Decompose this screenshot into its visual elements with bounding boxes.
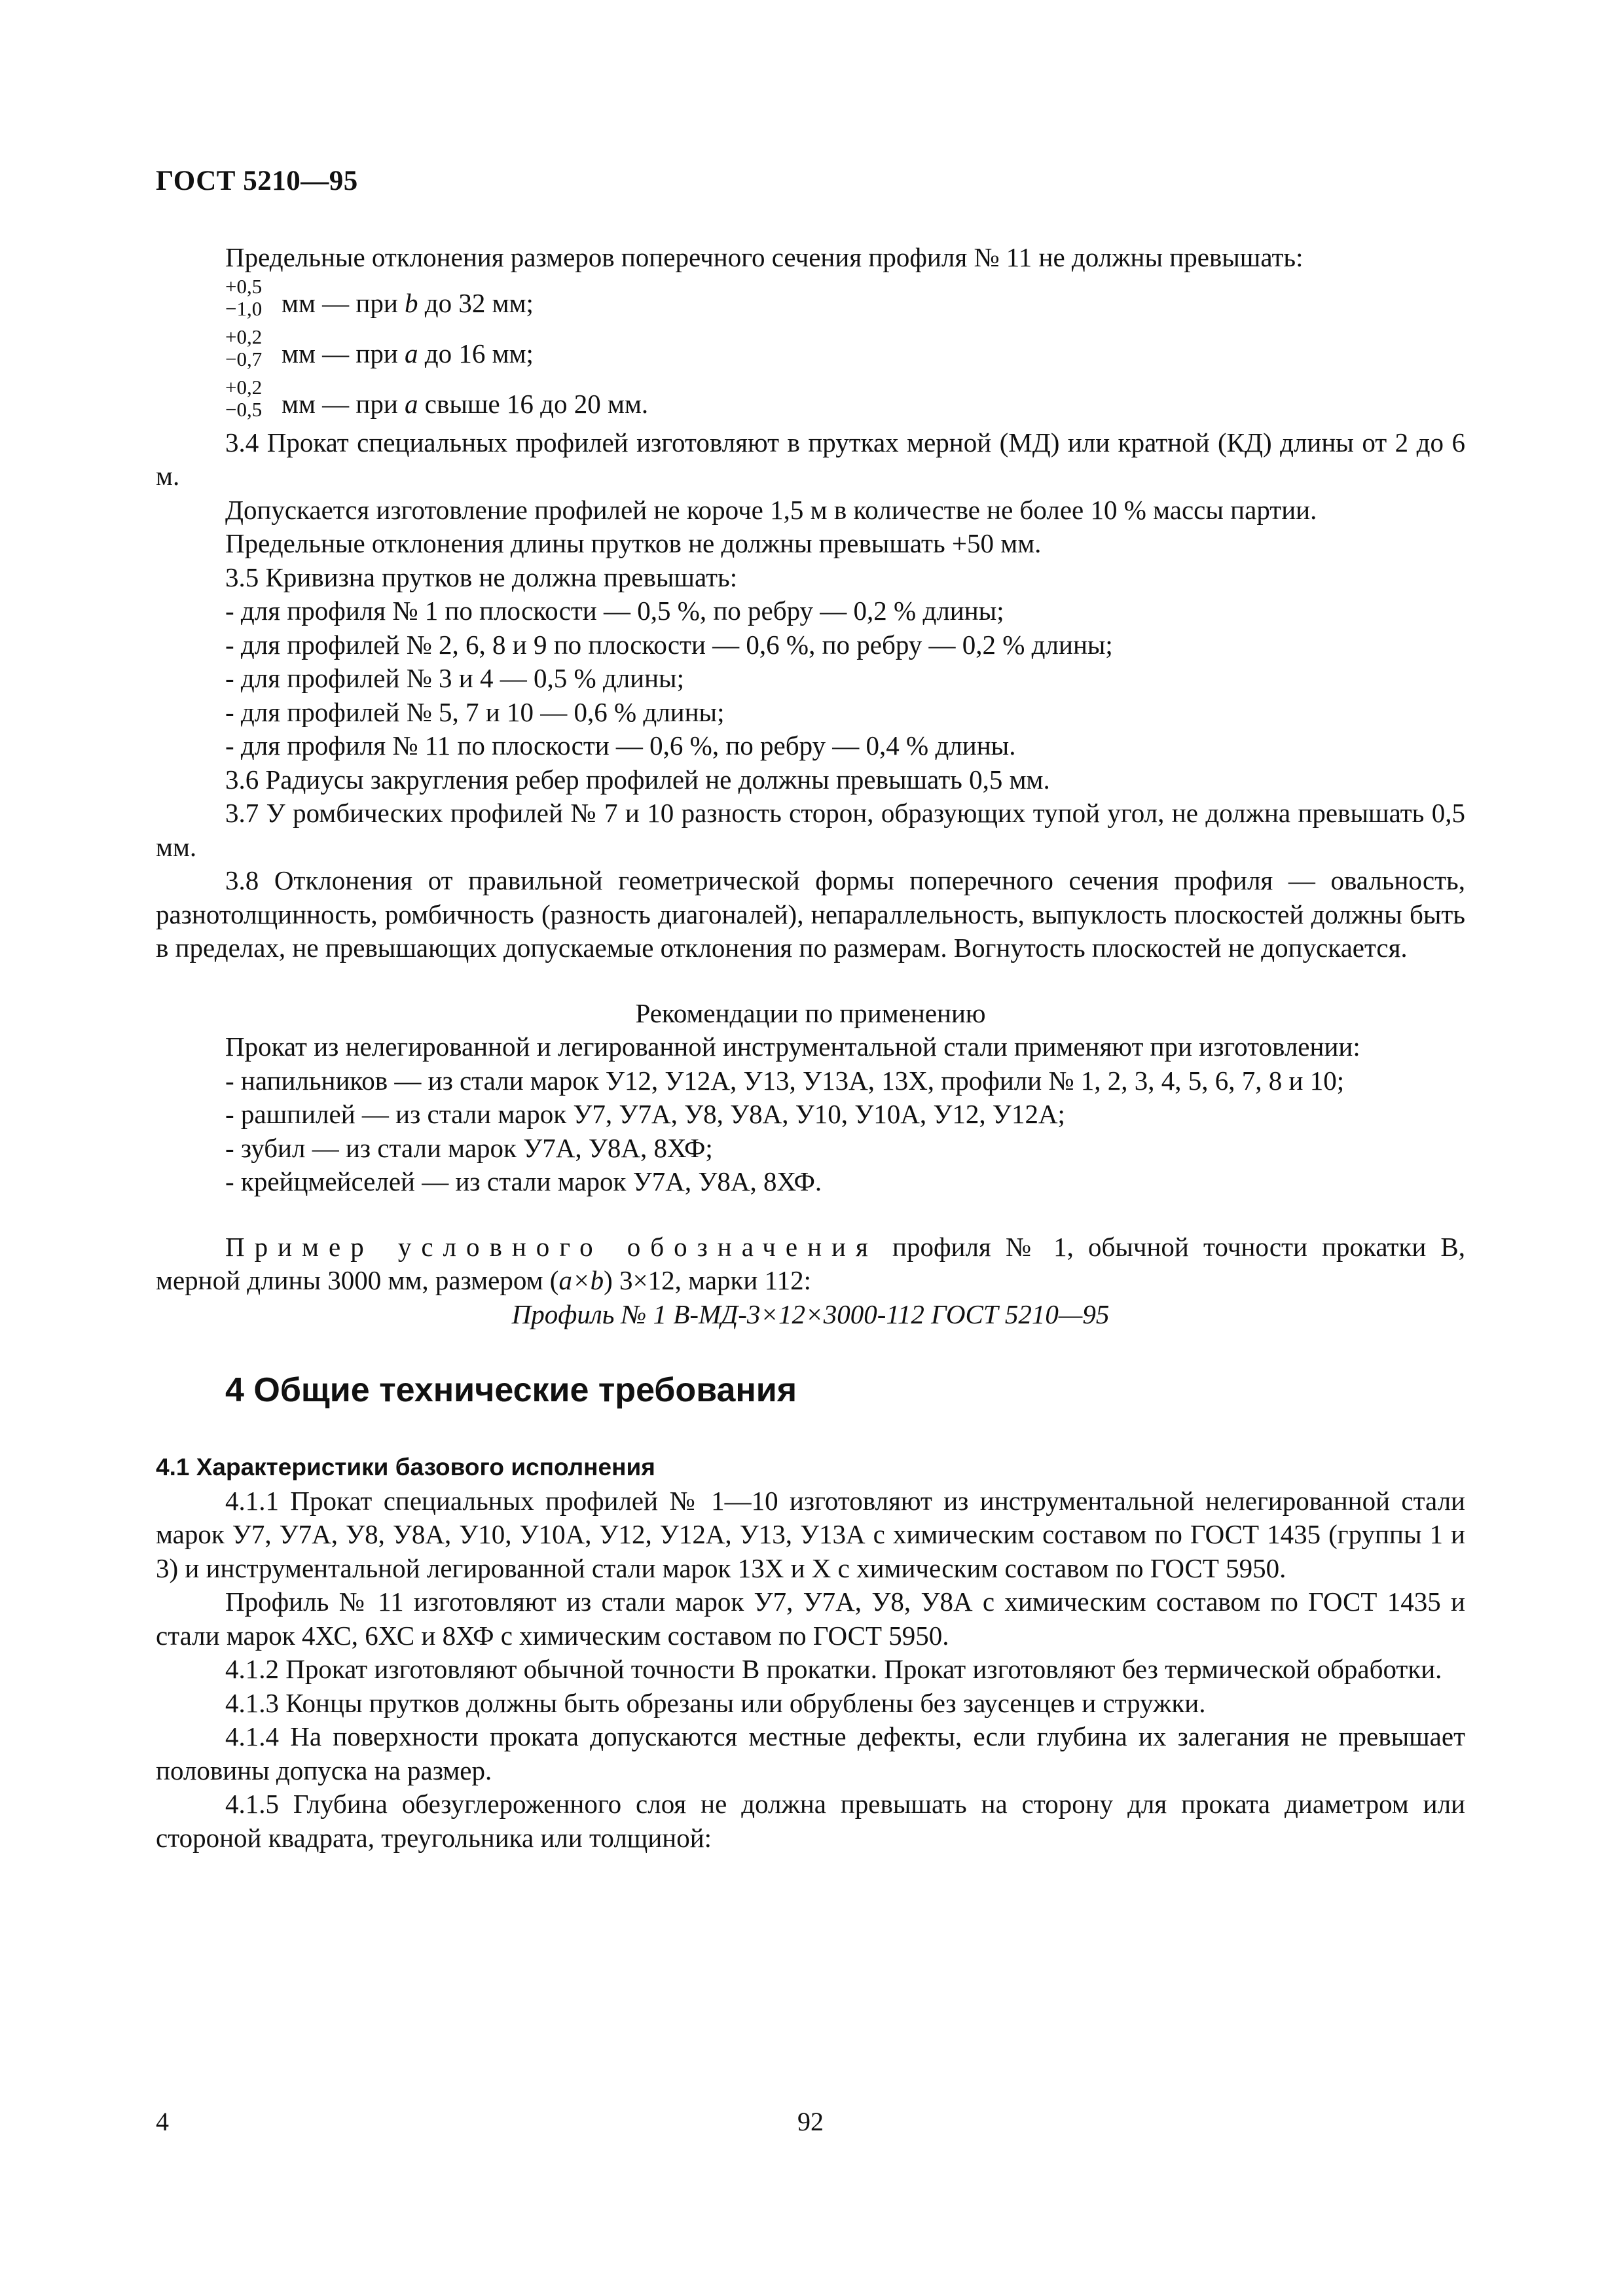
paragraph-4-1-5: 4.1.5 Глубина обезуглероженного слоя не должна превышать на сторону для проката диаметром или стороной квадрата, треугольника или толщиной: xyxy=(156,1789,1465,1853)
list-item: - рашпилей — из стали марок У7, У7А, У8, У8А, У10, У10А, У12, У12А; xyxy=(225,1099,1065,1129)
tolerance-text xyxy=(282,325,534,371)
tolerance-lower: −1,0 xyxy=(225,296,263,320)
paragraph-4-1-4: 4.1.4 На поверхности проката допускаются местные дефекты, если глубина их залегания не превышает половины допуска на размер. xyxy=(156,1721,1465,1785)
spacer xyxy=(156,965,1465,997)
tolerance-upper: +0,5 xyxy=(225,274,263,298)
document-page xyxy=(156,0,1465,2296)
recommendations-intro: Прокат из нелегированной и легированной инструментальной стали применяют при изготовлении: xyxy=(225,1031,1360,1062)
document-body xyxy=(156,241,1465,1855)
tolerance-lower: −0,7 xyxy=(225,347,263,370)
page-number-left: 4 xyxy=(156,2107,169,2136)
paragraph-4-1-1: 4.1.1 Прокат специальных профилей № 1—10 изготовляют из инструментальной нелегированной стали марок У7, У7А, У8, У8А, У10, У10А, У12, У12А, У13, У13А с химическим составом по ГОСТ 1435 (группы 1 и 3) и инструментальной легированной стали марок 13Х и Х с химическим составом по ГОСТ 5950. xyxy=(156,1485,1465,1583)
tolerance-var: b xyxy=(405,287,418,318)
section-4-title: 4 Общие технические требования xyxy=(225,1371,797,1409)
tolerance-line xyxy=(156,376,1465,426)
list-item: - для профиля № 1 по плоскости — 0,5 %, по ребру — 0,2 % длины; xyxy=(225,596,1004,626)
tolerance-values xyxy=(225,275,282,325)
example-text-b: ) 3×12, марки 112: xyxy=(604,1265,811,1295)
tolerance-upper: +0,2 xyxy=(225,325,263,348)
tolerance-text xyxy=(282,275,534,321)
tolerance-pre: мм — при xyxy=(282,388,405,419)
example-spaced-label: Пример условного обозначения xyxy=(225,1231,878,1262)
tolerance-post: до 16 мм; xyxy=(418,338,534,368)
list-item: - для профилей № 2, 6, 8 и 9 по плоскости — 0,6 %, по ребру — 0,2 % длины; xyxy=(225,629,1113,660)
subsection-4-1-title: 4.1 Характеристики базового исполнения xyxy=(156,1454,655,1480)
paragraph-3-4: 3.4 Прокат специальных профилей изготовляют в прутках мерной (МД) или кратной (КД) длины от 2 до 6 м. xyxy=(156,427,1465,491)
list-item: - напильников — из стали марок У12, У12А, У13, У13А, 13Х, профили № 1, 2, 3, 4, 5, 6, 7, 8 и 10; xyxy=(225,1065,1345,1096)
paragraph-3-5: 3.5 Кривизна прутков не должна превышать: xyxy=(225,562,738,592)
paragraph-4-1-2: 4.1.2 Прокат изготовляют обычной точности В прокатки. Прокат изготовляют без термической обработки. xyxy=(225,1654,1442,1684)
example-formula: Профиль № 1 В-МД-3×12×3000-112 ГОСТ 5210—95 xyxy=(511,1299,1110,1329)
list-item: - для профиля № 11 по плоскости — 0,6 %, по ребру — 0,4 % длины. xyxy=(225,730,1016,761)
spacer xyxy=(156,1199,1465,1230)
paragraph-3-8: 3.8 Отклонения от правильной геометрической формы поперечного сечения профиля — овальность, разнотолщинность, ромбичность (разность диагоналей), непараллельность, выпуклость плоскостей должны быть в пределах, не превышающих допускаемые отклонения по размерам. Вогнутость плоскостей не допускается. xyxy=(156,865,1465,963)
tolerance-line xyxy=(156,275,1465,325)
paragraph-3-7: 3.7 У ромбических профилей № 7 и 10 разность сторон, образующих тупой угол, не должна превышать 0,5 мм. xyxy=(156,798,1465,862)
document-header: ГОСТ 5210—95 xyxy=(156,166,358,196)
tolerance-text xyxy=(282,376,648,422)
example-paragraph xyxy=(156,1230,1465,1298)
paragraph-4-1-1-b: Профиль № 11 изготовляют из стали марок У7, У7А, У8, У8А с химическим составом по ГОСТ 1435 и стали марок 4ХС, 6ХС и 8ХФ с химическим составом по ГОСТ 5950. xyxy=(156,1587,1465,1651)
paragraph-4-1-3: 4.1.3 Концы прутков должны быть обрезаны или обрублены без заусенцев и стружки. xyxy=(225,1687,1206,1718)
tolerance-values xyxy=(225,376,282,426)
list-item: - зубил — из стали марок У7А, У8А, 8ХФ; xyxy=(225,1132,713,1163)
tolerance-pre: мм — при xyxy=(282,338,405,368)
tolerance-values xyxy=(225,325,282,376)
tolerance-var: a xyxy=(405,388,418,419)
tolerance-post: до 32 мм; xyxy=(418,287,534,318)
tolerance-lower: −0,5 xyxy=(225,397,263,421)
paragraph-3-6: 3.6 Радиусы закругления ребер профилей не должны превышать 0,5 мм. xyxy=(225,764,1050,795)
example-text-a: профиля № 1, обычной точности прокатки В, мерной длины 3000 мм, размером ( xyxy=(156,1231,1465,1295)
recommendations-title: Рекомендации по применению xyxy=(635,997,986,1028)
tolerance-post: свыше 16 до 20 мм. xyxy=(418,388,649,419)
list-item: - крейцмейселей — из стали марок У7А, У8А, 8ХФ. xyxy=(225,1166,822,1196)
list-item: - для профилей № 3 и 4 — 0,5 % длины; xyxy=(225,663,684,693)
paragraph-3-4-a: Допускается изготовление профилей не короче 1,5 м в количестве не более 10 % массы партии. xyxy=(225,494,1317,525)
tolerance-var: a xyxy=(405,338,418,368)
paragraph-3-4-b: Предельные отклонения длины прутков не должны превышать +50 мм. xyxy=(225,528,1042,558)
list-item: - для профилей № 5, 7 и 10 — 0,6 % длины; xyxy=(225,696,725,727)
example-axb: a×b xyxy=(558,1265,604,1295)
intro-paragraph: Предельные отклонения размеров поперечного сечения профиля № 11 не должны превышать: xyxy=(225,242,1304,272)
page-number-center: 92 xyxy=(797,2107,824,2136)
tolerance-pre: мм — при xyxy=(282,287,405,318)
tolerance-upper: +0,2 xyxy=(225,375,263,399)
tolerance-line xyxy=(156,325,1465,376)
